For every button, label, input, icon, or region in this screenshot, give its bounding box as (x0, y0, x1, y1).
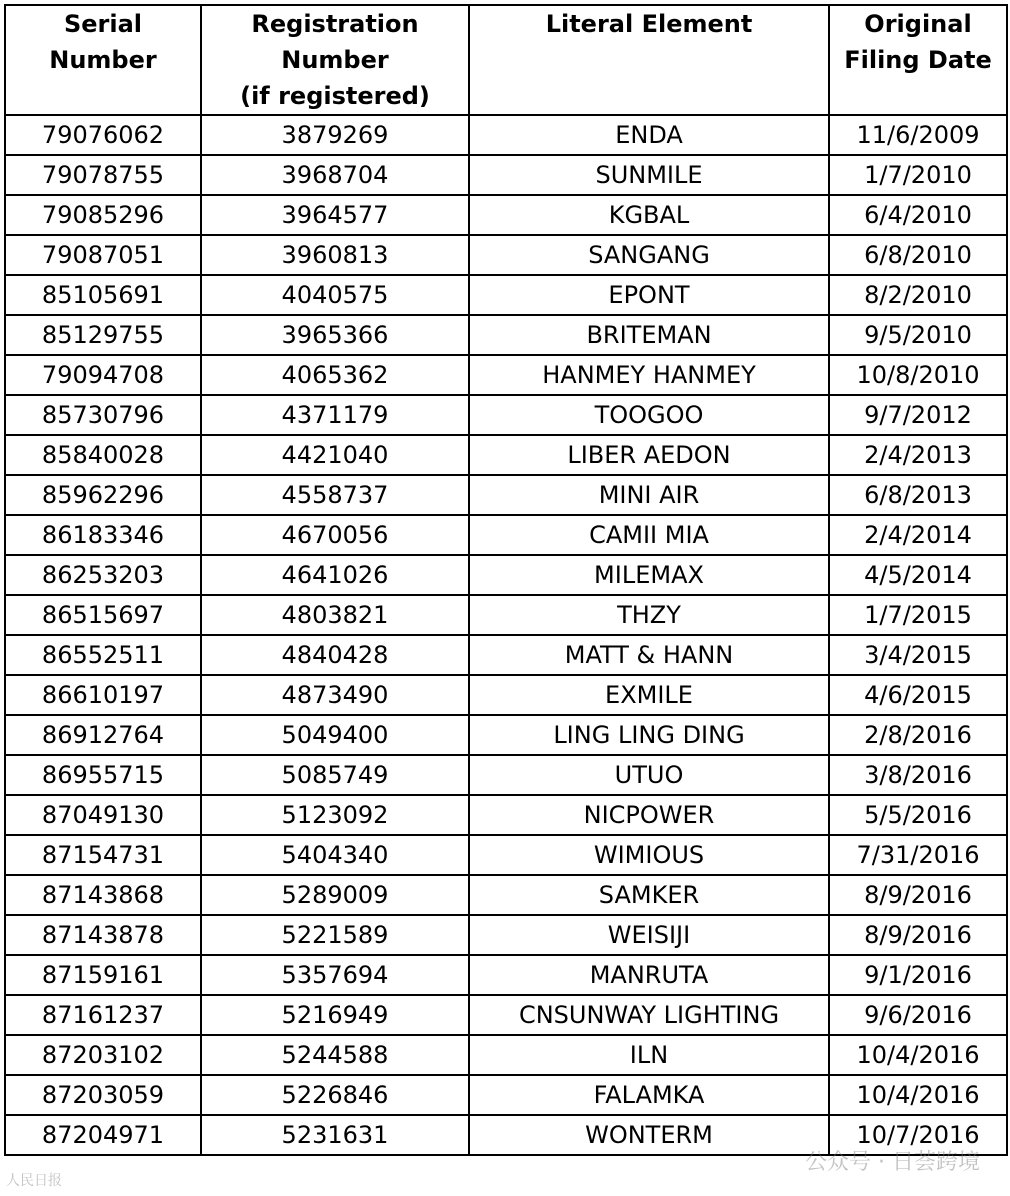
cell-literal-element: THZY (469, 595, 829, 635)
cell-filing-date: 6/8/2010 (829, 235, 1007, 275)
cell-literal-element: CNSUNWAY LIGHTING (469, 995, 829, 1035)
table-header-row (5, 5, 1007, 115)
cell-filing-date: 3/8/2016 (829, 755, 1007, 795)
cell-filing-date: 2/8/2016 (829, 715, 1007, 755)
cell-filing-date: 7/31/2016 (829, 835, 1007, 875)
cell-serial-number: 87203059 (5, 1075, 201, 1115)
cell-registration-number: 4065362 (201, 355, 469, 395)
cell-registration-number: 4558737 (201, 475, 469, 515)
cell-serial-number: 86183346 (5, 515, 201, 555)
cell-literal-element: KGBAL (469, 195, 829, 235)
trademark-table (4, 4, 1008, 1156)
cell-literal-element: ILN (469, 1035, 829, 1075)
table-row (5, 515, 1007, 555)
cell-literal-element: MILEMAX (469, 555, 829, 595)
table-row (5, 275, 1007, 315)
cell-literal-element: ENDA (469, 115, 829, 155)
header-line: Literal Element (545, 10, 753, 38)
watermark: 公众号 · 日荟跨境 (805, 1150, 980, 1175)
cell-filing-date: 10/4/2016 (829, 1075, 1007, 1115)
cell-literal-element: SAMKER (469, 875, 829, 915)
cell-registration-number: 3879269 (201, 115, 469, 155)
corner-watermark: 人民日报 (6, 1173, 62, 1189)
cell-literal-element: TOOGOO (469, 395, 829, 435)
cell-registration-number: 4840428 (201, 635, 469, 675)
table-row (5, 835, 1007, 875)
cell-serial-number: 79078755 (5, 155, 201, 195)
cell-registration-number: 5404340 (201, 835, 469, 875)
table-row (5, 355, 1007, 395)
header-line: Number (281, 46, 389, 74)
cell-serial-number: 87204971 (5, 1115, 201, 1155)
cell-serial-number: 87161237 (5, 995, 201, 1035)
cell-filing-date: 3/4/2015 (829, 635, 1007, 675)
cell-serial-number: 85129755 (5, 315, 201, 355)
table-row (5, 875, 1007, 915)
header-serial-number (5, 5, 201, 115)
cell-filing-date: 8/9/2016 (829, 875, 1007, 915)
header-line: Serial (63, 10, 143, 38)
table-row (5, 195, 1007, 235)
cell-literal-element: LING LING DING (469, 715, 829, 755)
cell-registration-number: 5049400 (201, 715, 469, 755)
cell-registration-number: 4421040 (201, 435, 469, 475)
header-line: Registration (251, 10, 419, 38)
cell-registration-number: 4040575 (201, 275, 469, 315)
cell-filing-date: 6/4/2010 (829, 195, 1007, 235)
cell-serial-number: 79076062 (5, 115, 201, 155)
table-row (5, 1115, 1007, 1155)
cell-literal-element: EXMILE (469, 675, 829, 715)
cell-registration-number: 5216949 (201, 995, 469, 1035)
header-line: Original (864, 10, 972, 38)
cell-registration-number: 4641026 (201, 555, 469, 595)
table-row (5, 155, 1007, 195)
cell-registration-number: 4803821 (201, 595, 469, 635)
table-row (5, 475, 1007, 515)
cell-literal-element: FALAMKA (469, 1075, 829, 1115)
table-row (5, 595, 1007, 635)
cell-serial-number: 87143878 (5, 915, 201, 955)
table-row (5, 1075, 1007, 1115)
cell-filing-date: 2/4/2014 (829, 515, 1007, 555)
cell-filing-date: 11/6/2009 (829, 115, 1007, 155)
cell-serial-number: 87049130 (5, 795, 201, 835)
table-row (5, 635, 1007, 675)
header-line: (if registered) (240, 82, 430, 110)
cell-filing-date: 8/9/2016 (829, 915, 1007, 955)
cell-literal-element: CAMII MIA (469, 515, 829, 555)
cell-registration-number: 5289009 (201, 875, 469, 915)
table-row (5, 675, 1007, 715)
cell-serial-number: 85962296 (5, 475, 201, 515)
table-row (5, 235, 1007, 275)
cell-literal-element: MATT & HANN (469, 635, 829, 675)
table-row (5, 435, 1007, 475)
cell-registration-number: 5357694 (201, 955, 469, 995)
header-literal-element (469, 5, 829, 115)
table-row (5, 955, 1007, 995)
cell-registration-number: 4371179 (201, 395, 469, 435)
cell-literal-element: WIMIOUS (469, 835, 829, 875)
cell-registration-number: 3968704 (201, 155, 469, 195)
header-line: Filing Date (844, 46, 992, 74)
cell-literal-element: WONTERM (469, 1115, 829, 1155)
cell-filing-date: 9/7/2012 (829, 395, 1007, 435)
cell-serial-number: 79085296 (5, 195, 201, 235)
cell-serial-number: 86955715 (5, 755, 201, 795)
cell-literal-element: EPONT (469, 275, 829, 315)
cell-registration-number: 5226846 (201, 1075, 469, 1115)
cell-registration-number: 5221589 (201, 915, 469, 955)
cell-filing-date: 10/4/2016 (829, 1035, 1007, 1075)
cell-filing-date: 2/4/2013 (829, 435, 1007, 475)
table-row (5, 395, 1007, 435)
cell-filing-date: 9/1/2016 (829, 955, 1007, 995)
cell-serial-number: 79087051 (5, 235, 201, 275)
cell-serial-number: 85105691 (5, 275, 201, 315)
cell-registration-number: 4873490 (201, 675, 469, 715)
header-registration-number (201, 5, 469, 115)
cell-filing-date: 5/5/2016 (829, 795, 1007, 835)
cell-registration-number: 5244588 (201, 1035, 469, 1075)
cell-filing-date: 10/8/2010 (829, 355, 1007, 395)
cell-serial-number: 79094708 (5, 355, 201, 395)
cell-registration-number: 5231631 (201, 1115, 469, 1155)
cell-literal-element: BRITEMAN (469, 315, 829, 355)
cell-filing-date: 9/6/2016 (829, 995, 1007, 1035)
cell-filing-date: 1/7/2010 (829, 155, 1007, 195)
cell-registration-number: 5085749 (201, 755, 469, 795)
cell-literal-element: SANGANG (469, 235, 829, 275)
cell-filing-date: 10/7/2016 (829, 1115, 1007, 1155)
cell-serial-number: 87159161 (5, 955, 201, 995)
cell-serial-number: 86912764 (5, 715, 201, 755)
cell-registration-number: 3960813 (201, 235, 469, 275)
cell-serial-number: 87154731 (5, 835, 201, 875)
cell-filing-date: 8/2/2010 (829, 275, 1007, 315)
cell-registration-number: 3964577 (201, 195, 469, 235)
table-row (5, 555, 1007, 595)
header-line: Number (49, 46, 157, 74)
header-original-filing-date (829, 5, 1007, 115)
cell-filing-date: 4/6/2015 (829, 675, 1007, 715)
cell-literal-element: UTUO (469, 755, 829, 795)
table-row (5, 915, 1007, 955)
cell-serial-number: 86253203 (5, 555, 201, 595)
cell-literal-element: NICPOWER (469, 795, 829, 835)
table-row (5, 715, 1007, 755)
cell-literal-element: WEISIJI (469, 915, 829, 955)
table-row (5, 115, 1007, 155)
cell-filing-date: 6/8/2013 (829, 475, 1007, 515)
table-row (5, 755, 1007, 795)
cell-serial-number: 86552511 (5, 635, 201, 675)
cell-registration-number: 4670056 (201, 515, 469, 555)
cell-registration-number: 5123092 (201, 795, 469, 835)
cell-serial-number: 85730796 (5, 395, 201, 435)
cell-literal-element: LIBER AEDON (469, 435, 829, 475)
cell-serial-number: 85840028 (5, 435, 201, 475)
cell-serial-number: 86515697 (5, 595, 201, 635)
table-row (5, 315, 1007, 355)
table-row (5, 795, 1007, 835)
cell-filing-date: 9/5/2010 (829, 315, 1007, 355)
cell-literal-element: SUNMILE (469, 155, 829, 195)
cell-literal-element: HANMEY HANMEY (469, 355, 829, 395)
table-row (5, 1035, 1007, 1075)
cell-serial-number: 87143868 (5, 875, 201, 915)
cell-filing-date: 4/5/2014 (829, 555, 1007, 595)
cell-serial-number: 86610197 (5, 675, 201, 715)
cell-filing-date: 1/7/2015 (829, 595, 1007, 635)
cell-literal-element: MINI AIR (469, 475, 829, 515)
cell-literal-element: MANRUTA (469, 955, 829, 995)
table-row (5, 995, 1007, 1035)
cell-serial-number: 87203102 (5, 1035, 201, 1075)
cell-registration-number: 3965366 (201, 315, 469, 355)
